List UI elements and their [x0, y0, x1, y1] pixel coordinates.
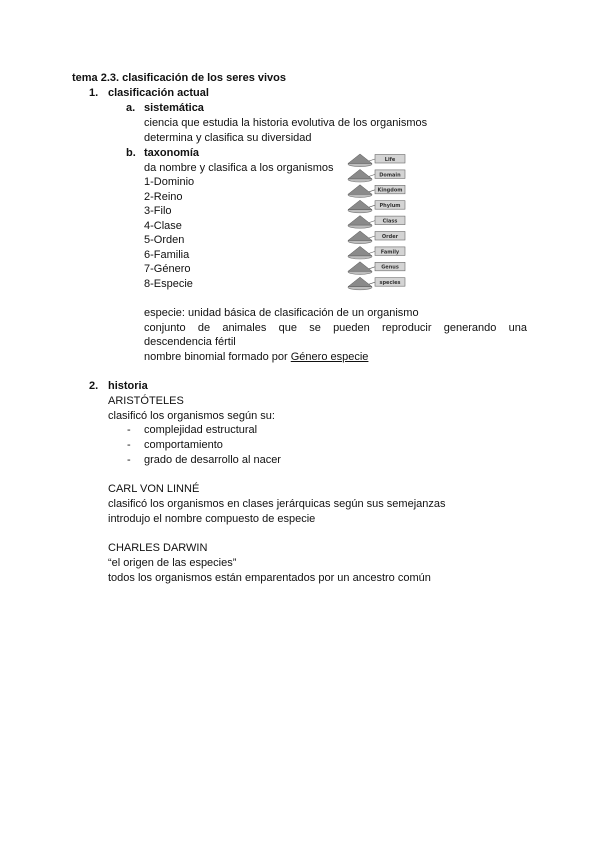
level-label: Life — [384, 156, 396, 163]
taxon-rank: 5-Orden — [144, 234, 185, 246]
taxon-rank: 3-Filo — [144, 205, 172, 217]
aristotle-name: ARISTÓTELES — [108, 395, 184, 407]
species-description: descendencia fértil — [144, 336, 236, 348]
level-label: Order — [381, 233, 399, 240]
document-title: tema 2.3. clasificación de los seres vivos — [72, 72, 287, 84]
linne-line: introdujo el nombre compuesto de especie — [108, 513, 316, 525]
level-connector — [369, 251, 375, 253]
level-connector — [369, 174, 375, 176]
sistematica-line: ciencia que estudia la historia evolutiva de los organismos — [144, 117, 428, 129]
taxon-level — [348, 185, 405, 198]
darwin-name: CHARLES DARWIN — [108, 542, 208, 554]
aristotle-criterion: comportamiento — [144, 439, 223, 451]
species-definition: especie: unidad básica de clasificación de un organismo — [144, 307, 419, 319]
level-connector — [369, 159, 375, 161]
taxon-rank: 4-Clase — [144, 220, 182, 232]
level-label: species — [379, 280, 401, 287]
level-connector — [369, 267, 375, 269]
level-label: Kingdom — [377, 187, 403, 194]
level-connector — [369, 282, 375, 284]
level-cone — [348, 277, 372, 287]
aristotle-criterion: complejidad estructural — [144, 424, 258, 436]
level-cone — [348, 262, 372, 272]
binomial-link[interactable]: Género especie — [290, 351, 369, 363]
section-1-heading: clasificación actual — [108, 87, 209, 99]
linne-line: clasificó los organismos en clases jerárquicas según sus semejanzas — [108, 498, 446, 510]
level-connector — [369, 221, 375, 223]
bullet-dash: - — [127, 424, 131, 436]
level-connector — [369, 190, 375, 192]
section-1-number: 1. — [89, 87, 99, 99]
aristotle-criterion: grado de desarrollo al nacer — [144, 454, 281, 466]
level-label: Class — [382, 218, 398, 225]
bullet-dash: - — [127, 439, 131, 451]
subsection-b-heading: taxonomía — [144, 147, 200, 159]
level-label: Genus — [381, 264, 399, 271]
level-label: Family — [380, 249, 400, 256]
aristotle-intro: clasificó los organismos según su: — [108, 410, 275, 422]
taxon-level — [348, 277, 405, 290]
taxon-level — [348, 246, 405, 259]
taxon-level — [348, 200, 405, 213]
level-cone — [348, 231, 372, 241]
taxon-level — [348, 154, 405, 167]
taxon-rank: 7-Género — [144, 263, 191, 275]
taxon-rank: 8-Especie — [144, 278, 193, 290]
taxon-rank: 2-Reino — [144, 191, 183, 203]
level-cone — [348, 154, 372, 164]
level-label: Domain — [379, 172, 401, 179]
subsection-b-letter: b. — [126, 147, 136, 159]
taxon-level — [348, 262, 405, 275]
binomial-line — [144, 350, 368, 365]
level-cone — [348, 169, 372, 179]
taxon-level — [348, 169, 405, 182]
binomial-prefix: nombre binomial formado por — [144, 351, 291, 363]
level-connector — [369, 205, 375, 207]
section-2-number: 2. — [89, 380, 99, 392]
subsection-a-heading: sistemática — [144, 102, 204, 114]
taxon-rank: 6-Familia — [144, 249, 190, 261]
level-cone — [348, 246, 372, 256]
level-cone — [348, 216, 372, 226]
taxonomia-line: da nombre y clasifica a los organismos — [144, 162, 334, 174]
taxon-level — [348, 216, 405, 229]
linne-name: CARL VON LINNÉ — [108, 483, 200, 495]
taxon-rank: 1-Dominio — [144, 176, 195, 188]
subsection-a-letter: a. — [126, 102, 136, 114]
level-label: Phylum — [379, 203, 401, 210]
level-connector — [369, 236, 375, 238]
taxonomy-hierarchy-diagram — [345, 151, 409, 291]
darwin-line: “el origen de las especies” — [108, 557, 237, 569]
level-cone — [348, 185, 372, 195]
section-2-heading: historia — [108, 380, 148, 392]
darwin-line: todos los organismos están emparentados por un ancestro común — [108, 572, 431, 584]
taxon-level — [348, 231, 405, 244]
species-description: conjunto de animales que se pueden reproducir generando una — [144, 322, 527, 334]
level-cone — [348, 200, 372, 210]
sistematica-line: determina y clasifica su diversidad — [144, 132, 312, 144]
bullet-dash: - — [127, 454, 131, 466]
